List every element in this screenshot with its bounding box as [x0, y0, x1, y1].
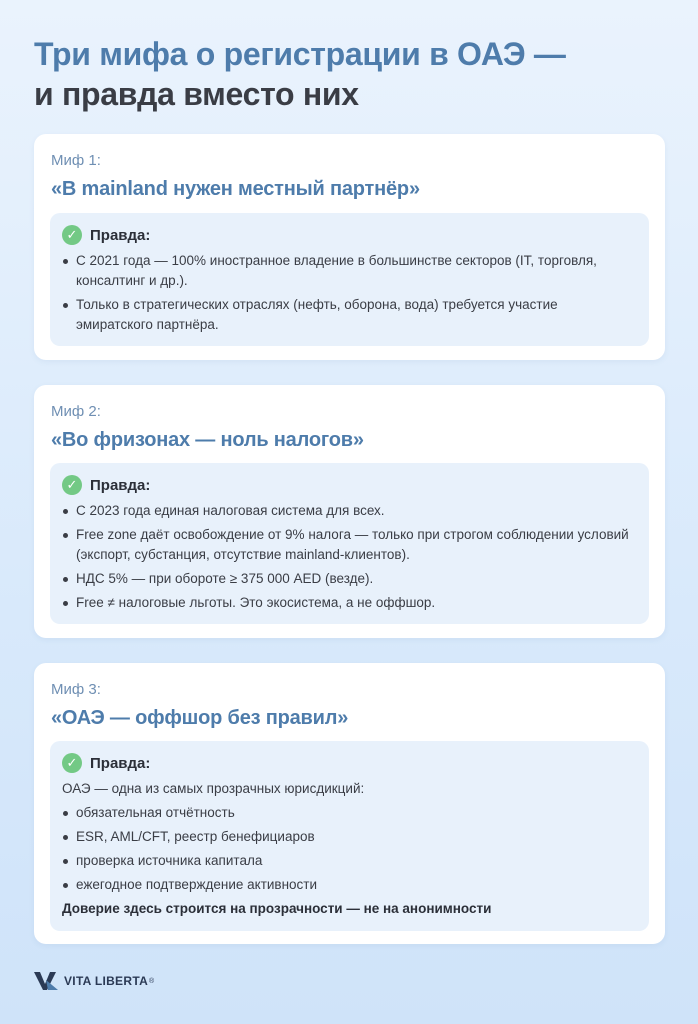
list-item: обязательная отчётность [62, 803, 635, 823]
truth-label: Правда: [90, 226, 151, 244]
list-item: С 2023 года единая налоговая система для всех. [62, 501, 635, 521]
list-item: Только в стратегических отраслях (нефть, оборона, вода) требуется участие эмиратского партнёра. [62, 295, 635, 335]
page-title-line1: Три мифа о регистрации в ОАЭ — [34, 36, 566, 72]
myth-card-2 [34, 385, 665, 638]
myth-label: Миф 3: [51, 681, 101, 698]
list-item: НДС 5% — при обороте ≥ 375 000 AED (везде). [62, 569, 635, 589]
check-icon: ✓ [62, 475, 82, 495]
myth-label: Миф 2: [51, 403, 101, 420]
myth-card-3 [34, 663, 665, 944]
truth-label: Правда: [90, 754, 151, 772]
truth-intro: ОАЭ — одна из самых прозрачных юрисдикций: [62, 781, 365, 796]
myth-card-1 [34, 134, 665, 360]
list-item: Free ≠ налоговые льготы. Это экосистема, а не оффшор. [62, 593, 635, 613]
myth-title: «Во фризонах — ноль налогов» [51, 429, 364, 451]
myth-title: «ОАЭ — оффшор без правил» [51, 707, 349, 729]
truth-conclusion: Доверие здесь строится на прозрачности — не на анонимности [62, 901, 492, 916]
logo-icon [34, 972, 58, 990]
truth-box [50, 213, 649, 346]
check-icon: ✓ [62, 225, 82, 245]
list-item: ESR, AML/CFT, реестр бенефициаров [62, 827, 635, 847]
list-item: ежегодное подтверждение активности [62, 875, 635, 895]
list-item: С 2021 года — 100% иностранное владение в большинстве секторов (IT, торговля, консалтинг и др.). [62, 251, 635, 291]
logo-text: VITA LIBERTA [64, 974, 149, 988]
truth-box [50, 741, 649, 931]
myth-title: «В mainland нужен местный партнёр» [51, 178, 420, 200]
brand-logo [34, 972, 154, 990]
check-icon: ✓ [62, 753, 82, 773]
page-title [34, 34, 674, 114]
registered-mark: ® [149, 977, 155, 985]
truth-label: Правда: [90, 476, 151, 494]
page-title-line2: и правда вместо них [34, 76, 359, 112]
myth-label: Миф 1: [51, 152, 101, 169]
list-item: проверка источника капитала [62, 851, 635, 871]
truth-box [50, 463, 649, 624]
list-item: Free zone даёт освобождение от 9% налога — только при строгом соблюдении условий (экспорт, субстанция, отсутствие mainland-клиентов). [62, 525, 635, 565]
